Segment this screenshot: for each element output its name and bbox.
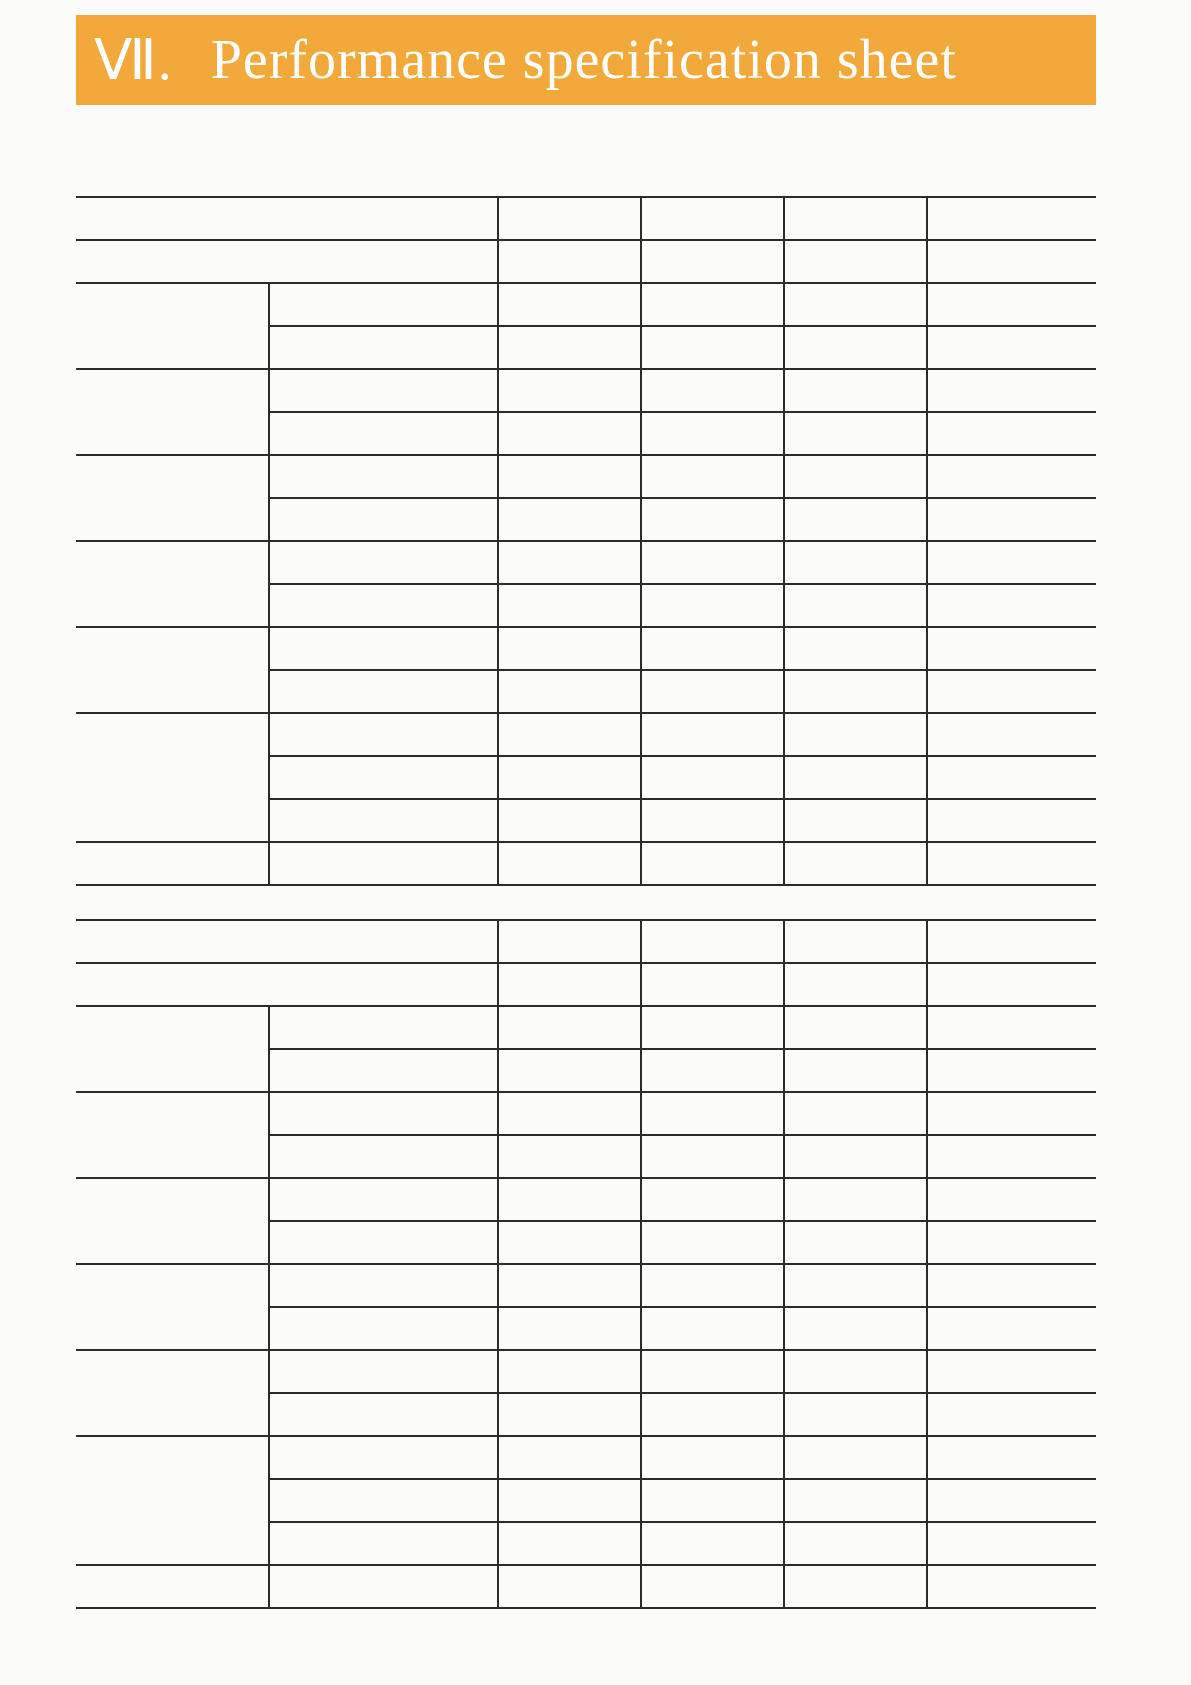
cell-value (641, 240, 784, 283)
cell-value (784, 326, 927, 369)
cell-value (641, 498, 784, 541)
cell-value (641, 1264, 784, 1307)
sub-label (269, 1092, 498, 1135)
cell-value (784, 1221, 927, 1264)
cell-value (641, 1092, 784, 1135)
cell-value (927, 584, 1096, 627)
cell-value (498, 1135, 641, 1178)
cell-value (498, 1178, 641, 1221)
sub-label (269, 1049, 498, 1092)
cell-value (927, 1049, 1096, 1092)
cell-value (641, 1049, 784, 1092)
sub-label (269, 498, 498, 541)
cell-value (927, 1307, 1096, 1350)
group-label (76, 1264, 269, 1350)
sub-label (269, 1393, 498, 1436)
cell-value (784, 1307, 927, 1350)
column-header-model (927, 197, 1096, 240)
cell-value (927, 1221, 1096, 1264)
cell-value (498, 713, 641, 756)
cell-value (498, 283, 641, 326)
cell-value (498, 1221, 641, 1264)
cell-value (498, 963, 641, 1006)
section-number: Ⅶ. (94, 29, 173, 92)
cell-value (927, 799, 1096, 842)
cell-value (927, 498, 1096, 541)
cell-value (498, 842, 641, 885)
sub-label (269, 1135, 498, 1178)
cell-value (784, 799, 927, 842)
table-row (76, 1436, 1096, 1479)
cell-value (641, 541, 784, 584)
table-row (76, 369, 1096, 412)
group-label (76, 1565, 269, 1608)
group-label (76, 627, 269, 713)
cell-value (784, 963, 927, 1006)
column-header-model (641, 197, 784, 240)
table-row (76, 842, 1096, 885)
sub-label (269, 541, 498, 584)
cell-value (498, 498, 641, 541)
cell-value (498, 1522, 641, 1565)
cell-value (498, 584, 641, 627)
cell-value (784, 1479, 927, 1522)
cell-value (641, 1565, 784, 1608)
row-label (76, 240, 498, 283)
sub-label (269, 1006, 498, 1049)
table-row (76, 1264, 1096, 1307)
sub-label (269, 283, 498, 326)
sub-label (269, 1178, 498, 1221)
cell-value (498, 627, 641, 670)
cell-value (927, 842, 1096, 885)
cell-value (498, 541, 641, 584)
column-header-item (76, 920, 498, 963)
cell-value (498, 455, 641, 498)
cell-value (641, 756, 784, 799)
cell-value (784, 1092, 927, 1135)
column-header-model (784, 920, 927, 963)
column-header-model (641, 920, 784, 963)
spec-table-upper (76, 196, 1096, 886)
cell-value (784, 240, 927, 283)
cell-value (784, 283, 927, 326)
cell-value (641, 1393, 784, 1436)
cell-value (641, 455, 784, 498)
sub-label (269, 455, 498, 498)
group-label (76, 1092, 269, 1178)
cell-value (641, 963, 784, 1006)
section-header-banner (76, 15, 1096, 105)
group-label (76, 713, 269, 842)
table-row (76, 963, 1096, 1006)
cell-value (784, 1436, 927, 1479)
group-label (76, 283, 269, 369)
sub-label (269, 1221, 498, 1264)
cell-value (927, 1006, 1096, 1049)
cell-value (641, 1307, 784, 1350)
table-row (76, 1178, 1096, 1221)
cell-value (927, 1522, 1096, 1565)
cell-value (498, 1350, 641, 1393)
sub-label (269, 1522, 498, 1565)
column-header-model (498, 197, 641, 240)
sub-label (269, 369, 498, 412)
table-header-row (76, 197, 1096, 240)
section-title: Performance specification sheet (210, 29, 957, 91)
cell-value (641, 1006, 784, 1049)
cell-value (641, 713, 784, 756)
cell-value (927, 756, 1096, 799)
table-header-row (76, 920, 1096, 963)
cell-value (498, 412, 641, 455)
cell-value (927, 326, 1096, 369)
cell-value (641, 1350, 784, 1393)
sub-label (269, 1350, 498, 1393)
cell-value (641, 1178, 784, 1221)
cell-value (784, 627, 927, 670)
table-row (76, 1092, 1096, 1135)
group-label (76, 842, 269, 885)
cell-value (927, 1393, 1096, 1436)
cell-value (784, 1049, 927, 1092)
cell-value (784, 756, 927, 799)
group-label (76, 455, 269, 541)
cell-value (927, 240, 1096, 283)
cell-value (927, 369, 1096, 412)
group-label (76, 369, 269, 455)
cell-value (498, 369, 641, 412)
cell-value (927, 1479, 1096, 1522)
cell-value (641, 627, 784, 670)
cell-value (784, 412, 927, 455)
cell-value (498, 1479, 641, 1522)
cell-value (784, 455, 927, 498)
cell-value (641, 1479, 784, 1522)
sub-label (269, 670, 498, 713)
cell-value (927, 283, 1096, 326)
table-row (76, 541, 1096, 584)
cell-value (498, 1092, 641, 1135)
cell-value (641, 1522, 784, 1565)
cell-value (641, 584, 784, 627)
cell-value (498, 670, 641, 713)
cell-value (641, 1221, 784, 1264)
row-label (76, 963, 498, 1006)
cell-value (784, 842, 927, 885)
cell-value (498, 1006, 641, 1049)
cell-value (498, 326, 641, 369)
cell-value (641, 1135, 784, 1178)
cell-value (927, 1178, 1096, 1221)
sub-label (269, 412, 498, 455)
column-header-item (76, 197, 498, 240)
cell-value (641, 842, 784, 885)
table-row (76, 1006, 1096, 1049)
cell-value (927, 541, 1096, 584)
column-header-model (927, 920, 1096, 963)
table-row (76, 1565, 1096, 1608)
cell-value (927, 1264, 1096, 1307)
sub-label (269, 1307, 498, 1350)
group-label (76, 1006, 269, 1092)
sub-label (269, 756, 498, 799)
cell-value (498, 1436, 641, 1479)
cell-value (927, 1135, 1096, 1178)
spec-table-lower (76, 919, 1096, 1609)
group-label (76, 1350, 269, 1436)
cell-value (498, 1393, 641, 1436)
column-header-model (784, 197, 927, 240)
cell-value (927, 963, 1096, 1006)
table-row (76, 1350, 1096, 1393)
cell-value (784, 713, 927, 756)
sub-label (269, 1479, 498, 1522)
table-row (76, 240, 1096, 283)
cell-value (784, 1565, 927, 1608)
cell-value (641, 1436, 784, 1479)
sub-label (269, 713, 498, 756)
cell-value (784, 541, 927, 584)
cell-value (641, 326, 784, 369)
group-label (76, 1178, 269, 1264)
column-header-model (498, 920, 641, 963)
table-row (76, 283, 1096, 326)
cell-value (498, 1049, 641, 1092)
cell-value (641, 670, 784, 713)
cell-value (784, 1393, 927, 1436)
cell-value (498, 799, 641, 842)
cell-value (498, 1264, 641, 1307)
sub-label (269, 842, 498, 885)
sub-label (269, 1436, 498, 1479)
group-label (76, 1436, 269, 1565)
cell-value (927, 1350, 1096, 1393)
sub-label (269, 584, 498, 627)
cell-value (498, 240, 641, 283)
cell-value (784, 1264, 927, 1307)
sub-label (269, 799, 498, 842)
cell-value (784, 1522, 927, 1565)
cell-value (784, 670, 927, 713)
table-row (76, 713, 1096, 756)
group-label (76, 541, 269, 627)
sub-label (269, 627, 498, 670)
cell-value (927, 1092, 1096, 1135)
cell-value (498, 1565, 641, 1608)
cell-value (927, 713, 1096, 756)
cell-value (784, 1006, 927, 1049)
sub-label (269, 1264, 498, 1307)
table-row (76, 627, 1096, 670)
cell-value (927, 1565, 1096, 1608)
cell-value (641, 799, 784, 842)
sub-label (269, 1565, 498, 1608)
cell-value (498, 756, 641, 799)
cell-value (927, 412, 1096, 455)
cell-value (641, 283, 784, 326)
cell-value (784, 498, 927, 541)
sub-label (269, 326, 498, 369)
cell-value (784, 1135, 927, 1178)
cell-value (784, 369, 927, 412)
cell-value (927, 627, 1096, 670)
table-row (76, 455, 1096, 498)
cell-value (927, 670, 1096, 713)
cell-value (784, 584, 927, 627)
cell-value (927, 1436, 1096, 1479)
cell-value (784, 1350, 927, 1393)
cell-value (498, 1307, 641, 1350)
cell-value (641, 369, 784, 412)
cell-value (927, 455, 1096, 498)
cell-value (641, 412, 784, 455)
cell-value (784, 1178, 927, 1221)
